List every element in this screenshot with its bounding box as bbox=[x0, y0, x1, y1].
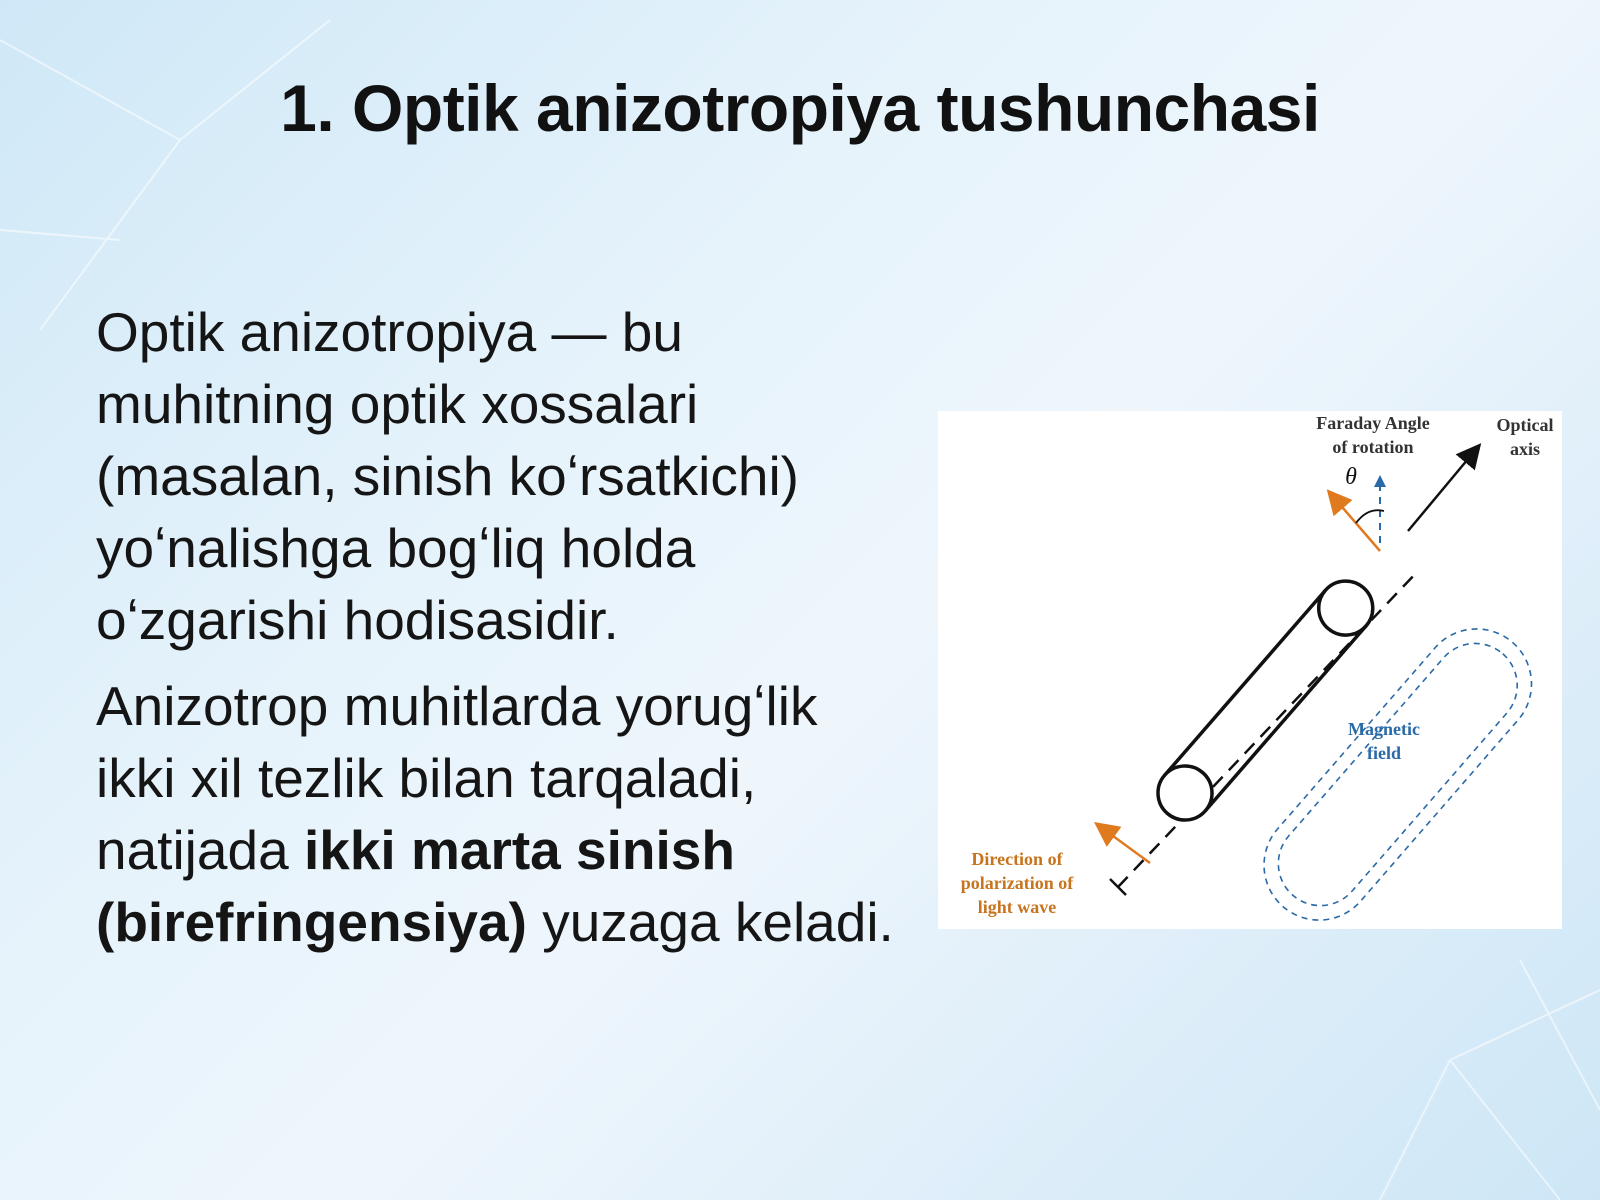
slide-title: 1. Optik anizotropiya tushunchasi bbox=[280, 71, 1320, 145]
theta-symbol: θ bbox=[1345, 464, 1357, 490]
magnetic-line1: Magnetic bbox=[1348, 719, 1420, 739]
vertical-reference-arrow-tip bbox=[1374, 475, 1386, 487]
polarization-line1: Direction of bbox=[971, 849, 1063, 869]
optical-axis-line1: Optical bbox=[1496, 415, 1554, 435]
birefringence-term: ikki marta sinish (birefringensiya) bbox=[96, 819, 735, 953]
rotated-polarization-arrow bbox=[1330, 493, 1380, 551]
polarization-line3: light wave bbox=[977, 897, 1057, 917]
magnetic-field-label bbox=[1336, 717, 1432, 765]
polarization-arrow bbox=[1098, 825, 1150, 863]
optical-axis-line2: axis bbox=[1509, 439, 1540, 459]
polarization-line2: polarization of bbox=[960, 873, 1074, 893]
faraday-label-line2: of rotation bbox=[1332, 437, 1414, 457]
paragraph-text-end: yuzaga keladi. bbox=[526, 891, 894, 953]
faraday-label-line1: Faraday Angle bbox=[1316, 413, 1430, 433]
optical-axis-arrow bbox=[1408, 447, 1478, 531]
faraday-angle-label bbox=[1298, 411, 1448, 459]
polarization-direction-label bbox=[942, 847, 1092, 919]
birefringence-paragraph bbox=[96, 670, 896, 958]
cylinder-sample bbox=[1147, 570, 1384, 831]
optical-axis-label bbox=[1488, 413, 1562, 461]
paragraph-text-start: Anizotrop muhitlarda yorugʻlik ikki xil tezlik bilan tarqaladi, natijada bbox=[96, 675, 818, 881]
faraday-rotation-diagram bbox=[938, 411, 1562, 929]
magnetic-field-outline-outer bbox=[1241, 606, 1554, 929]
magnetic-field-outline-inner bbox=[1261, 626, 1534, 923]
slide-body bbox=[96, 296, 896, 972]
definition-paragraph: Optik anizotropiya — bu muhitning optik xossalari (masalan, sinish koʻrsatkichi) yoʻnalishga bogʻliq holda oʻzgarishi hodisasidir. bbox=[96, 301, 799, 651]
magnetic-line2: field bbox=[1367, 743, 1401, 763]
